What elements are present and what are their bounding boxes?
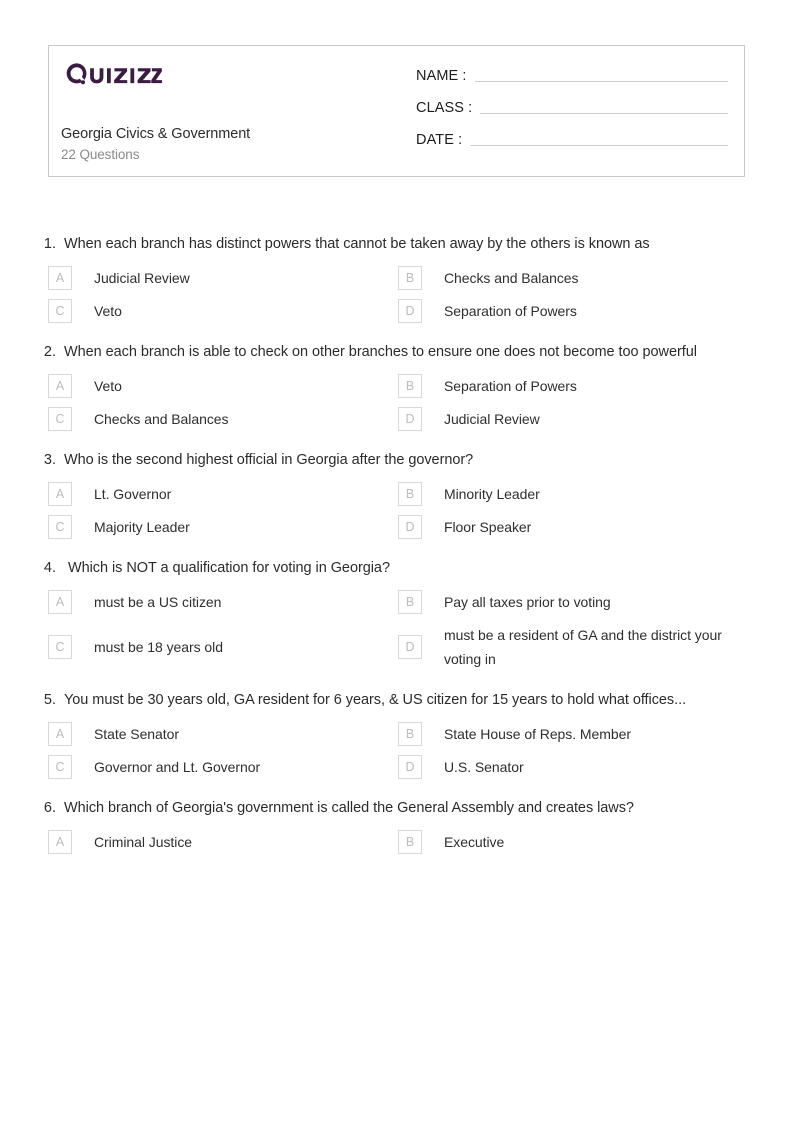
answer-option-row: [0, 515, 794, 539]
question-head: [0, 796, 794, 820]
answer-option-letter: B: [398, 374, 422, 398]
answer-option-letter: B: [398, 266, 422, 290]
answer-option-row: [0, 755, 794, 779]
date-field-row: [416, 132, 728, 149]
answer-option-text: U.S. Senator: [444, 759, 524, 775]
question-number: 3.: [43, 452, 56, 468]
answer-option[interactable]: [48, 374, 398, 398]
answer-option-letter: B: [398, 722, 422, 746]
question-head: [0, 688, 794, 712]
header-left-panel: [49, 46, 404, 176]
question-text: Who is the second highest official in Georgia after the governor?: [64, 452, 474, 468]
class-field-label: CLASS :: [416, 100, 473, 116]
answer-option-letter: C: [48, 515, 72, 539]
answer-option-letter: A: [48, 374, 72, 398]
answer-options: [0, 266, 794, 323]
answer-option-letter: C: [48, 635, 72, 659]
answer-option[interactable]: [48, 722, 398, 746]
answer-option-row: [0, 266, 794, 290]
answer-option-row: [0, 407, 794, 431]
answer-option-text: Pay all taxes prior to voting: [444, 594, 611, 610]
answer-option-row: [0, 482, 794, 506]
questions-list: [0, 232, 794, 871]
student-info-fields: [404, 46, 744, 176]
answer-option-text: Majority Leader: [94, 519, 190, 535]
answer-option-text: Separation of Powers: [444, 303, 577, 319]
answer-option[interactable]: [48, 482, 398, 506]
answer-options: [0, 830, 794, 854]
worksheet-header: [48, 45, 745, 177]
answer-option-letter: A: [48, 266, 72, 290]
answer-options: [0, 374, 794, 431]
answer-option-letter: A: [48, 590, 72, 614]
question-number: 5.: [43, 692, 56, 708]
answer-option-text: must be a resident of GA and the district your voting in: [444, 627, 722, 667]
answer-options: [0, 722, 794, 779]
answer-option[interactable]: [398, 623, 748, 671]
answer-option[interactable]: [48, 830, 398, 854]
name-field-label: NAME :: [416, 68, 467, 84]
question-text: Which is NOT a qualification for voting in Georgia?: [64, 560, 390, 576]
answer-option[interactable]: [398, 515, 748, 539]
answer-options: [0, 482, 794, 539]
quiz-title: Georgia Civics & Government: [61, 126, 251, 142]
question-block: [0, 556, 794, 671]
date-field-label: DATE :: [416, 132, 463, 148]
answer-option-letter: A: [48, 830, 72, 854]
answer-option[interactable]: [48, 755, 398, 779]
answer-option-letter: D: [398, 299, 422, 323]
answer-option[interactable]: [48, 407, 398, 431]
question-text: Which branch of Georgia's government is called the General Assembly and creates laws?: [64, 800, 634, 816]
answer-option-text: Veto: [94, 378, 122, 394]
answer-option[interactable]: [398, 722, 748, 746]
answer-option-row: [0, 299, 794, 323]
answer-option-letter: B: [398, 482, 422, 506]
answer-option-row: [0, 374, 794, 398]
question-head: [0, 556, 794, 580]
answer-option-text: State Senator: [94, 726, 179, 742]
answer-option-text: Criminal Justice: [94, 834, 192, 850]
answer-option-letter: C: [48, 407, 72, 431]
answer-option[interactable]: [398, 299, 748, 323]
question-text: You must be 30 years old, GA resident for 6 years, & US citizen for 15 years to hold what offices...: [64, 692, 687, 708]
answer-option-letter: B: [398, 830, 422, 854]
question-number: 2.: [43, 344, 56, 360]
class-field-row: [416, 100, 728, 117]
class-field-rule[interactable]: [480, 113, 728, 114]
answer-option-text: Governor and Lt. Governor: [94, 759, 261, 775]
question-head: [0, 448, 794, 472]
answer-option-letter: A: [48, 722, 72, 746]
question-block: [0, 448, 794, 539]
answer-option-text: Executive: [444, 834, 505, 850]
answer-option-text: must be 18 years old: [94, 639, 223, 655]
answer-option-letter: C: [48, 755, 72, 779]
answer-option-text: Judicial Review: [94, 270, 190, 286]
answer-option-text: Floor Speaker: [444, 519, 532, 535]
question-block: [0, 688, 794, 779]
question-block: [0, 340, 794, 431]
answer-option[interactable]: [398, 266, 748, 290]
answer-option-letter: B: [398, 590, 422, 614]
answer-option-text: Lt. Governor: [94, 486, 172, 502]
answer-option[interactable]: [48, 623, 398, 671]
answer-option-text: State House of Reps. Member: [444, 726, 631, 742]
question-block: [0, 232, 794, 323]
answer-options: [0, 590, 794, 671]
answer-option[interactable]: [398, 407, 748, 431]
answer-option-row: [0, 722, 794, 746]
question-block: [0, 796, 794, 854]
question-head: [0, 232, 794, 256]
answer-option[interactable]: [48, 299, 398, 323]
answer-option-row: [0, 590, 794, 614]
answer-option[interactable]: [398, 590, 748, 614]
name-field-row: [416, 68, 728, 85]
answer-option[interactable]: [48, 266, 398, 290]
answer-option-text: Checks and Balances: [94, 411, 229, 427]
answer-option-row: [0, 623, 794, 671]
answer-option-letter: D: [398, 635, 422, 659]
answer-option-text: Minority Leader: [444, 486, 540, 502]
name-field-rule[interactable]: [475, 81, 728, 82]
answer-option-letter: D: [398, 515, 422, 539]
answer-option-letter: D: [398, 755, 422, 779]
date-field-rule[interactable]: [470, 145, 728, 146]
answer-option-letter: A: [48, 482, 72, 506]
answer-option[interactable]: [48, 590, 398, 614]
answer-option-letter: C: [48, 299, 72, 323]
question-text: When each branch is able to check on other branches to ensure one does not become too powerful: [64, 344, 697, 360]
answer-option-text: Checks and Balances: [444, 270, 579, 286]
question-number: 4.: [43, 560, 56, 576]
question-text: When each branch has distinct powers that cannot be taken away by the others is known as: [64, 236, 650, 252]
answer-option[interactable]: [398, 374, 748, 398]
answer-option-letter: D: [398, 407, 422, 431]
answer-option[interactable]: [398, 755, 748, 779]
answer-option-text: Judicial Review: [444, 411, 540, 427]
answer-option[interactable]: [398, 482, 748, 506]
answer-option-text: must be a US citizen: [94, 594, 222, 610]
answer-option-text: Veto: [94, 303, 122, 319]
answer-option-text: Separation of Powers: [444, 378, 577, 394]
quizizz-logo: [65, 62, 162, 86]
answer-option[interactable]: [398, 830, 748, 854]
question-number: 1.: [43, 236, 56, 252]
quiz-question-count: 22 Questions: [61, 147, 140, 162]
question-number: 6.: [43, 800, 56, 816]
answer-option-row: [0, 830, 794, 854]
answer-option[interactable]: [48, 515, 398, 539]
question-head: [0, 340, 794, 364]
